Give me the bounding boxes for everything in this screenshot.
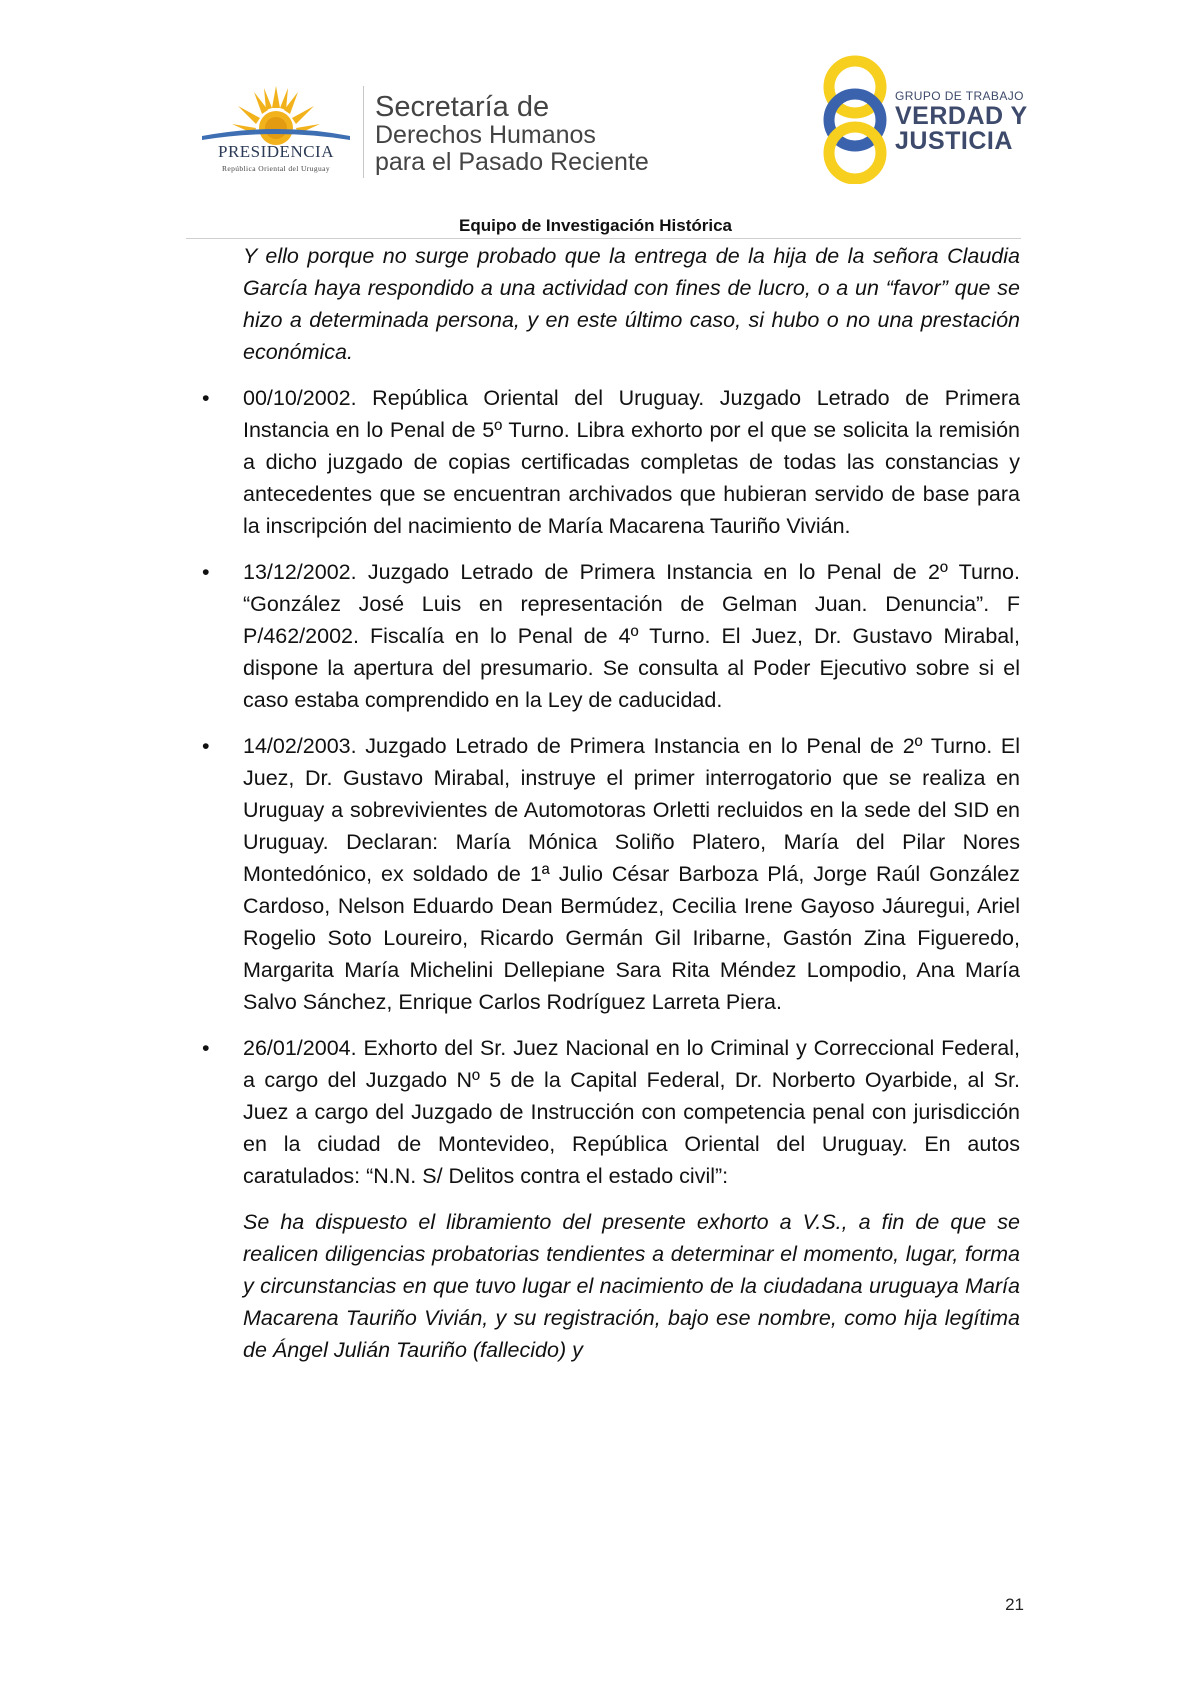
secretaria-line-3: para el Pasado Reciente [375,148,649,176]
header-rule [186,238,1021,239]
intro-quote: Y ello porque no surge probado que la entrega de la hija de la señora Claudia García haya respondido a una actividad con fines de lucro, o a un “favor” que se hizo a determinada persona, y en este último caso, si hubo o no una prestación económica. [243,244,1020,364]
secretaria-logo [375,92,649,176]
bullet-marker: • [202,1036,210,1060]
document-body [190,240,1020,1380]
presidencia-wordmark: PRESIDENCIA [217,142,334,161]
presidencia-logo [196,78,356,178]
bullet-marker: • [202,386,210,410]
rings-icon [820,54,890,184]
list-item-text: 00/10/2002. República Oriental del Uruguay. Juzgado Letrado de Primera Instancia en lo Penal de 5º Turno. Libra exhorto por el que se solicita la remisión a dicho juzgado de copias certificadas completas de todas las constancias y antecedentes que se encuentran archivados que hubieran servido de base para la inscripción del nacimiento de María Macarena Tauriño Vivián. [243,386,1020,538]
list-item-text: 13/12/2002. Juzgado Letrado de Primera Instancia en lo Penal de 2º Turno. “González José Luis en representación de Gelman Juan. Denuncia”. F P/462/2002. Fiscalía en lo Penal de 4º Turno. El Juez, Dr. Gustavo Mirabal, dispone la apertura del presumario. Se consulta al Poder Ejecutivo sobre si el caso estaba comprendido en la Ley de caducidad. [243,560,1020,712]
secretaria-line-1: Secretaría de [375,91,550,123]
secretaria-line-2: Derechos Humanos [375,121,596,149]
list-item-text: 26/01/2004. Exhorto del Sr. Juez Nacional en lo Criminal y Correccional Federal, a cargo del Juzgado Nº 5 de la Capital Federal, Dr. Norberto Oyarbide, al Sr. Juez a cargo del Juzgado de Instrucción con competencia penal con jurisdicción en la ciudad de Montevideo, República Oriental del Uruguay. En autos caratulados: “N.N. S/ Delitos contra el estado civil”: [243,1036,1020,1188]
list-item [190,382,1020,542]
bullet-marker: • [202,560,210,584]
closing-quote: Se ha dispuesto el libramiento del presente exhorto a V.S., a fin de que se realicen diligencias probatorias tendientes a determinar el momento, lugar, forma y circunstancias en que tuvo lugar el nacimiento de la ciudadana uruguaya María Macarena Tauriño Vivián, y su registración, bajo ese nombre, como hija legítima de Ángel Julián Tauriño (fallecido) y [243,1210,1020,1362]
grupo-line-3: JUSTICIA [895,127,1013,155]
grupo-line-1: GRUPO DE TRABAJO [895,89,1024,103]
team-title: Equipo de Investigación Histórica [459,216,732,235]
verdad-justicia-logo [895,88,1028,154]
sun-icon [196,78,356,148]
grupo-line-2: VERDAD Y [895,102,1028,130]
presidencia-subtitle: República Oriental del Uruguay [221,164,330,173]
list-item [190,556,1020,716]
page-number: 21 [1005,1595,1024,1614]
header-divider [363,86,364,178]
list-item-text: 14/02/2003. Juzgado Letrado de Primera Instancia en lo Penal de 2º Turno. El Juez, Dr. Gustavo Mirabal, instruye el primer interrogatorio que se realiza en Uruguay a sobrevivientes de Automotoras Orletti recluidos en la sede del SID en Uruguay. Declaran: María Mónica Soliño Platero, María del Pilar Nores Montedónico, ex soldado de 1ª Julio César Barboza Plá, Jorge Raúl González Cardoso, Nelson Eduardo Dean Bermúdez, Cecilia Irene Gayoso Jáuregui, Ariel Rogelio Soto Loureiro, Ricardo Germán Gil Iribarne, Gastón Zina Figueredo, Margarita María Michelini Dellepiane Sara Rita Méndez Lompodio, Ana María Salvo Sánchez, Enrique Carlos Rodríguez Larreta Piera. [243,734,1020,1014]
list-item [190,730,1020,1018]
bullet-marker: • [202,734,210,758]
list-item [190,1032,1020,1192]
